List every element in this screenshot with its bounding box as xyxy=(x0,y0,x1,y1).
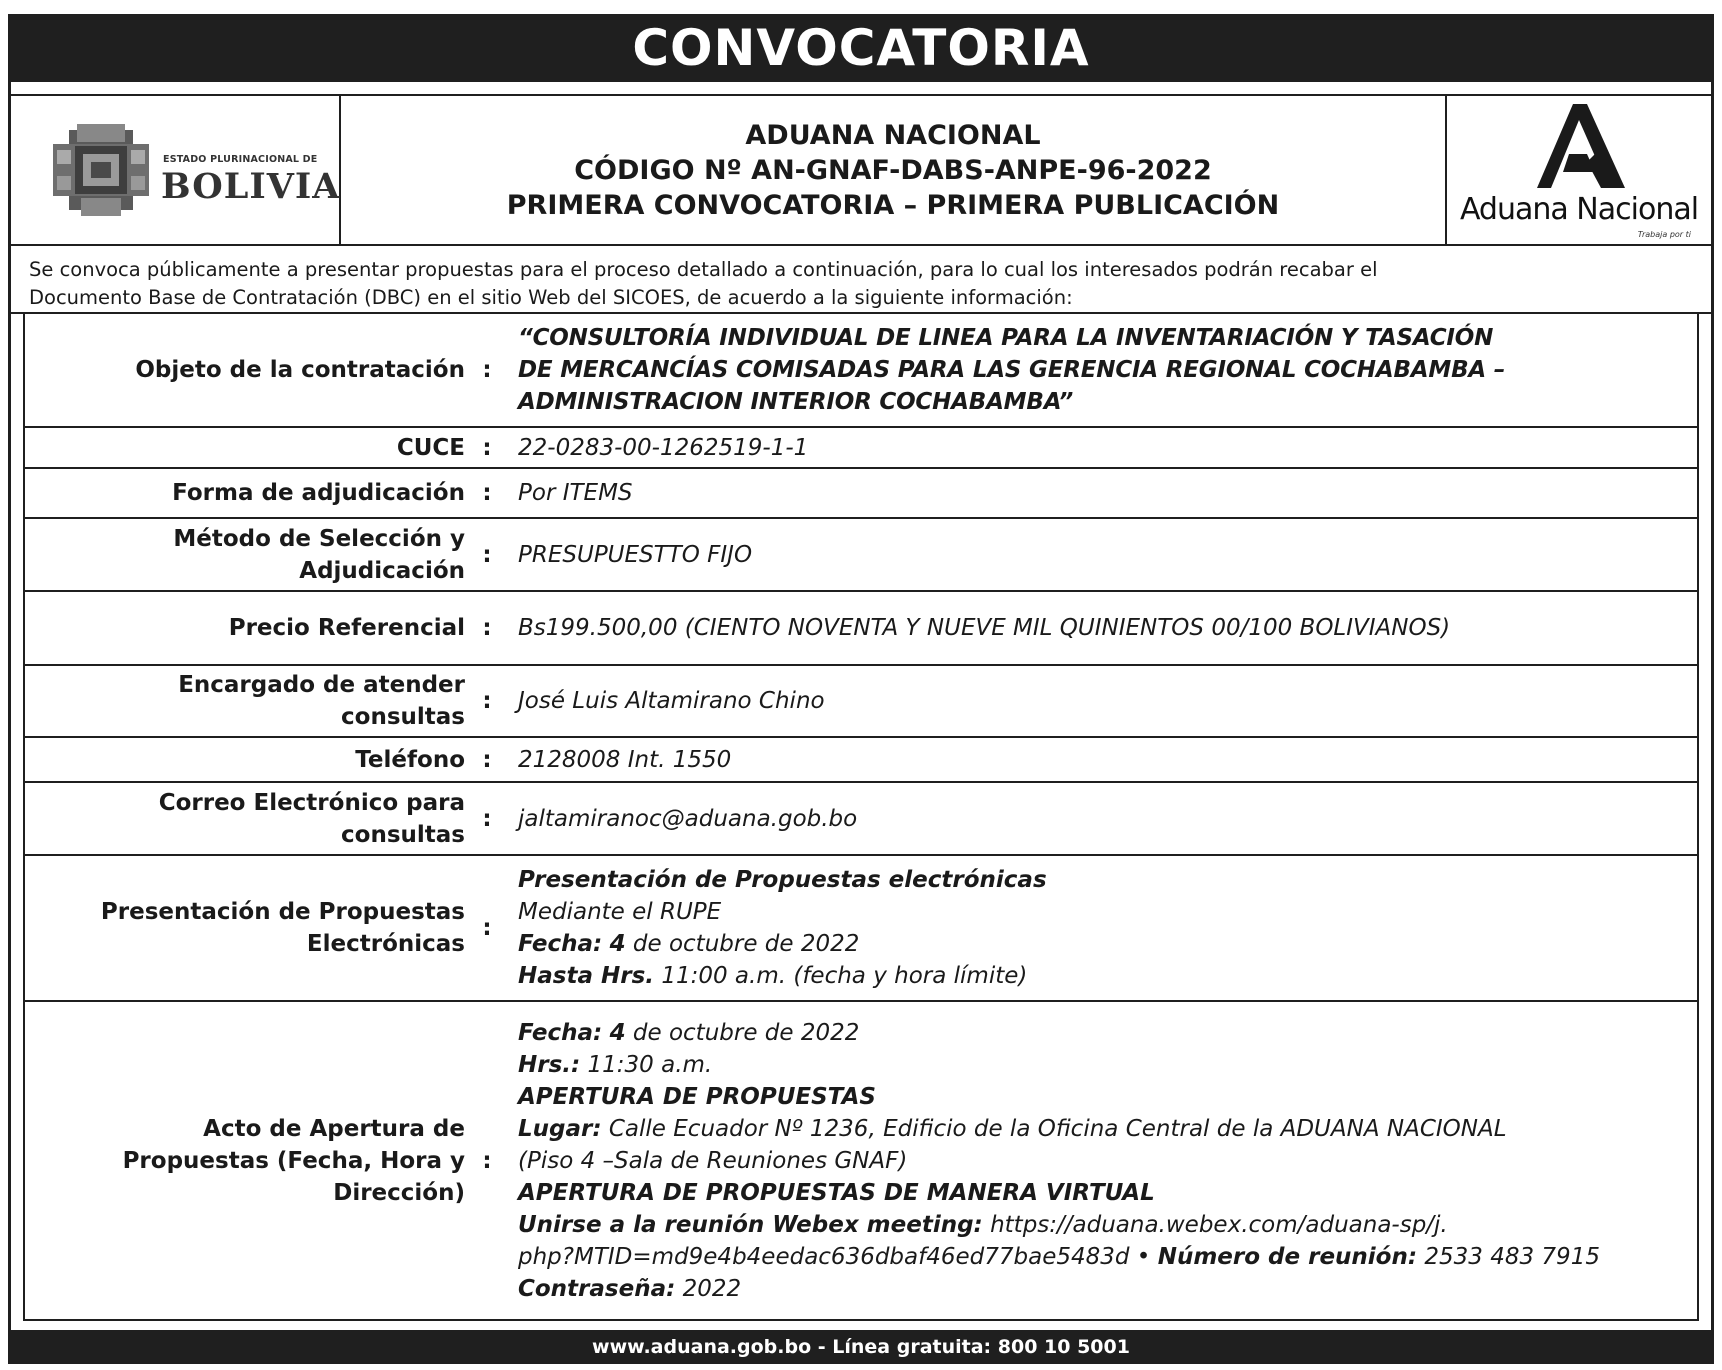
row-cuce xyxy=(25,428,1697,469)
row-correo xyxy=(25,783,1697,856)
value-objeto xyxy=(518,314,1691,426)
colon: : xyxy=(482,1147,492,1174)
acto-fecha: Fecha: 4 de octubre de 2022 xyxy=(518,1019,860,1046)
value-correo[interactable]: jaltamiranoc@aduana.gob.bo xyxy=(518,805,858,832)
colon: : xyxy=(482,805,492,832)
row-acto xyxy=(25,1002,1697,1319)
colon: : xyxy=(482,480,492,506)
intro-paragraph xyxy=(11,246,1711,314)
row-encargado xyxy=(25,666,1697,738)
presentacion-title: Presentación de Propuestas electrónicas xyxy=(518,867,1047,893)
bolivia-logo xyxy=(11,96,341,244)
header-line-3: PRIMERA CONVOCATORIA – PRIMERA PUBLICACIÓN xyxy=(506,189,1280,221)
colon: : xyxy=(482,434,492,461)
value-encargado: José Luis Altamirano Chino xyxy=(518,688,825,714)
label-correo: Correo Electrónico para consultas xyxy=(158,789,465,848)
row-presentacion xyxy=(25,856,1697,1002)
acto-webex-2: php?MTID=md9e4b4eedac636dbaf46ed77bae5483d • Número de reunión: 2533 483 7915 xyxy=(518,1243,1600,1270)
header-line-1: ADUANA NACIONAL xyxy=(745,119,1041,151)
row-metodo xyxy=(25,519,1697,592)
acto-webex: Unirse a la reunión Webex meeting: https://aduana.webex.com/aduana-sp/j. xyxy=(518,1211,1448,1238)
label-presentacion: Presentación de Propuestas Electrónicas xyxy=(100,899,465,957)
acto-virtual: APERTURA DE PROPUESTAS DE MANERA VIRTUAL xyxy=(518,1179,1155,1206)
footer: www.aduana.gob.bo - Línea gratuita: 800 10 5001 xyxy=(8,1330,1714,1364)
logo-big-text: BOLIVIA xyxy=(161,166,341,207)
colon: : xyxy=(482,746,492,773)
acto-lugar-line-2: (Piso 4 –Sala de Reuniones GNAF) xyxy=(518,1147,908,1174)
acto-password: Contraseña: 2022 xyxy=(518,1275,742,1302)
webex-link-cont[interactable]: php?MTID=md9e4b4eedac636dbaf46ed77bae5483d xyxy=(518,1243,1130,1270)
acto-hrs: Hrs.: 11:30 a.m. xyxy=(518,1051,713,1078)
banner-title: CONVOCATORIA xyxy=(8,14,1714,82)
intro-line-2: Documento Base de Contratación (DBC) en el sitio Web del SICOES, de acuerdo a la siguiente información: xyxy=(29,286,1073,309)
header-line-2: CÓDIGO Nº AN-GNAF-DABS-ANPE-96-2022 xyxy=(574,154,1212,186)
objeto-line-3: ADMINISTRACION INTERIOR COCHABAMBA” xyxy=(518,389,1074,415)
row-telefono xyxy=(25,738,1697,783)
objeto-line-1: “CONSULTORÍA INDIVIDUAL DE LINEA PARA LA INVENTARIACIÓN Y TASACIÓN xyxy=(518,325,1494,351)
presentacion-hasta: Hasta Hrs. 11:00 a.m. (fecha y hora límite) xyxy=(518,963,1028,989)
label-encargado: Encargado de atender consultas xyxy=(178,672,465,730)
colon: : xyxy=(482,357,492,383)
webex-link[interactable]: https://aduana.webex.com/aduana-sp/j. xyxy=(982,1211,1448,1238)
presentacion-line-2: Mediante el RUPE xyxy=(518,899,722,925)
header xyxy=(11,94,1711,246)
row-precio xyxy=(25,592,1697,666)
aduana-mountain-icon xyxy=(1529,102,1629,194)
label-precio: Precio Referencial xyxy=(228,615,465,641)
acto-lugar: Lugar: Calle Ecuador Nº 1236, Edificio de la Oficina Central de la ADUANA NACIONAL xyxy=(518,1115,1507,1142)
label-objeto: Objeto de la contratación xyxy=(135,357,465,383)
value-cuce: 22-0283-00-1262519-1-1 xyxy=(518,434,809,461)
bolivia-emblem-icon xyxy=(45,122,157,218)
value-forma: Por ITEMS xyxy=(518,480,633,506)
intro-line-1: Se convoca públicamente a presentar propuestas para el proceso detallado a continuación, para lo cual los interesados podrán recabar el xyxy=(29,258,1378,281)
label-forma: Forma de adjudicación xyxy=(172,480,465,506)
colon: : xyxy=(482,915,492,941)
colon: : xyxy=(482,541,492,568)
aduana-logo-name: Aduana Nacional xyxy=(1459,192,1699,227)
objeto-line-2: DE MERCANCÍAS COMISADAS PARA LAS GERENCIA REGIONAL COCHABAMBA – xyxy=(518,357,1506,383)
colon: : xyxy=(482,688,492,714)
header-titles xyxy=(341,96,1447,244)
presentacion-fecha: Fecha: 4 de octubre de 2022 xyxy=(518,931,860,957)
label-acto: Acto de Apertura de Propuestas (Fecha, Hora y Dirección) xyxy=(122,1115,465,1206)
colon: : xyxy=(482,615,492,641)
label-metodo: Método de Selección y Adjudicación xyxy=(173,525,465,584)
label-telefono: Teléfono xyxy=(355,746,465,773)
row-objeto xyxy=(25,314,1697,428)
row-forma xyxy=(25,469,1697,519)
aduana-logo-tagline: Trabaja por ti xyxy=(1637,230,1691,239)
logo-small-text: ESTADO PLURINACIONAL DE xyxy=(163,154,318,165)
value-telefono: 2128008 Int. 1550 xyxy=(518,746,732,773)
value-presentacion xyxy=(518,856,1691,1000)
acto-apertura: APERTURA DE PROPUESTAS xyxy=(518,1083,876,1110)
label-cuce: CUCE xyxy=(396,434,465,461)
value-metodo: PRESUPUESTTO FIJO xyxy=(518,541,753,568)
value-acto xyxy=(518,1002,1691,1319)
value-precio: Bs199.500,00 (CIENTO NOVENTA Y NUEVE MIL QUINIENTOS 00/100 BOLIVIANOS) xyxy=(518,615,1451,641)
details-table xyxy=(23,314,1699,1321)
aduana-logo xyxy=(1447,96,1711,244)
announcement-page xyxy=(8,14,1714,1364)
announcement-frame xyxy=(8,82,1714,1330)
